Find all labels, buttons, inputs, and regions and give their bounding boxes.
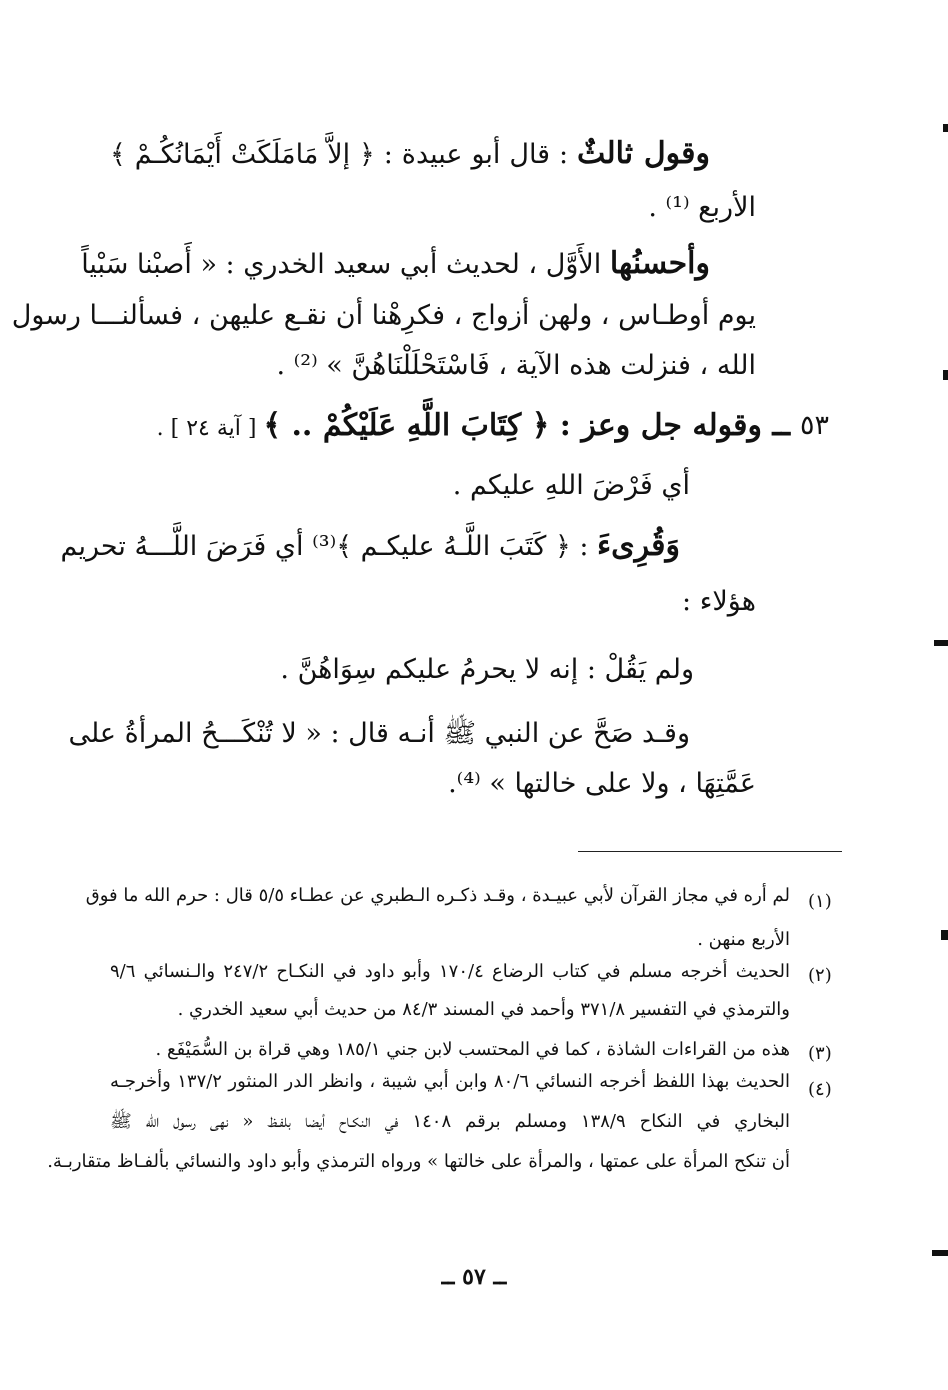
- body-line: عَمَّتِهَا ، ولا على خالتها » ⁽⁴⁾.: [448, 768, 756, 799]
- scan-edge-mark: [941, 930, 948, 940]
- body-line: الأربع ⁽¹⁾ .: [648, 192, 756, 223]
- footnote-line: والترمذي في التفسير ٣٧١/٨ وأحمد في المسند ٨٤/٣ من حديث أبي سعيد الخدري .: [177, 999, 790, 1020]
- bold-lead: وَقُرِىءَ: [597, 528, 680, 563]
- page-number: ــ ٥٧ ــ: [441, 1264, 507, 1290]
- footnote-line: الحديث بهذا اللفظ أخرجه النسائي ٨٠/٦ وابن أبي شيبة ، وانظر الدر المنثور ١٣٧/٢ وأخرجـه: [110, 1071, 791, 1092]
- body-line: هؤلاء :: [682, 586, 756, 617]
- bold-lead: وأحسنُها: [609, 246, 710, 281]
- footnote-number: (٢): [808, 965, 832, 986]
- footnote-number: (٣): [808, 1043, 832, 1064]
- footnote-separator: [578, 851, 842, 852]
- line-text: الأَوَّل ، لحديث أبي سعيد الخدري : « أَصبْنا سَبْياً: [81, 249, 610, 280]
- line-text: : ﴿ كَتَبَ اللَّـهُ عليكـم ﴾⁽³⁾ أي فَرَضَ اللَّـــهُ تحريم: [60, 531, 598, 562]
- body-line: وقـد صَحَّ عن النبي ﷺ أنـه قال : « لا تُنْكَـــحُ المرأةُ على: [68, 718, 690, 749]
- scan-edge-mark: [932, 1250, 948, 1256]
- footnote-line: الحديث أخرجه مسلم في كتاب الرضاع ١٧٠/٤ وأبو داود في النكـاح ٢٤٧/٢ والـنسائي ٩/٦: [110, 961, 790, 982]
- scan-edge-mark: [943, 124, 948, 132]
- body-line: أي فَرْضَ اللهِ عليكم .: [452, 470, 690, 501]
- footnote-line: لم أره في مجاز القرآن لأبي عبيـدة ، وقـد ذكـره الـطبري عن عطـاء ٥/٥ قال : حرم الله ما فوق: [85, 885, 790, 906]
- body-line: [110, 134, 710, 175]
- section-number: ٥٣: [800, 410, 830, 441]
- body-line: ولم يَقُلْ : إنه لا يحرمُ عليكم سِوَاهُنَّ .: [280, 654, 694, 685]
- footnote-number: (١): [808, 891, 832, 912]
- footnote-line: أن تنكح المرأة على عمتها ، والمرأة على خالتها » ورواه الترمذي وأبو داود والنسائي بألفـاظ متقاربـة.: [47, 1151, 790, 1172]
- body-line: [60, 526, 680, 567]
- section-heading: [156, 406, 790, 449]
- bold-lead: وقول ثالثٌ: [577, 136, 711, 171]
- section-heading-bold: ــ وقوله جل وعز : ﴿ كِتَابَ اللَّهِ عَلَيْكُمْ .. ﴾: [263, 408, 790, 443]
- body-line: [81, 244, 710, 285]
- footnote-line: البخاري في النكاح ١٣٨/٩ ومسلم برقم ١٤٠٨ في النكـاح أيضا بلفـظ « نهى رسول الله ﷺ: [110, 1111, 790, 1132]
- scan-edge-mark: [943, 370, 948, 380]
- footnote-line: هذه من القراءات الشاذة ، كما في المحتسب لابن جني ١٨٥/١ وهي قراة بن السُّمَيْفَع .: [155, 1039, 790, 1060]
- verse-ref: [ آية ٢٤ ] .: [156, 416, 264, 441]
- body-line: يوم أوطـاس ، ولهن أزواج ، فكرِهْنا أن نقـع عليهن ، فسألنـــا رسول: [11, 300, 756, 331]
- line-text: : قال أبو عبيدة : ﴿ إلاَّ مَامَلَكَتْ أَيْمَانُكُـمْ ﴾: [110, 139, 578, 170]
- footnote-number: (٤): [808, 1079, 832, 1100]
- footnote-line: الأربع منهن .: [697, 929, 790, 950]
- body-line: الله ، فنزلت هذه الآية ، فَاسْتَحْلَلْنَاهُنَّ » ⁽²⁾ .: [276, 350, 756, 381]
- scan-edge-mark: [934, 640, 948, 646]
